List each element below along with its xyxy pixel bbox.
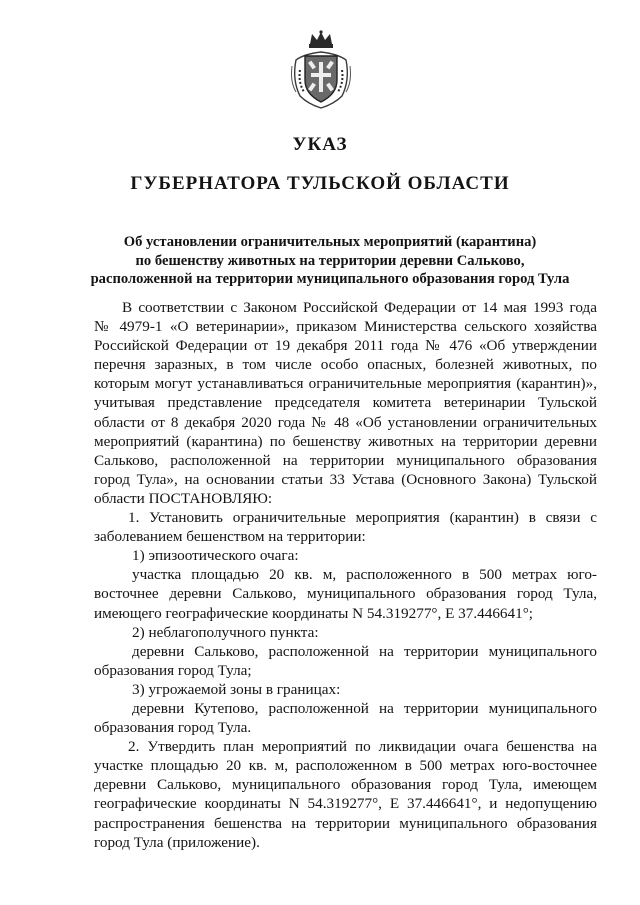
body-line: № 4979-1 «О ветеринарии», приказом Министерства сельского хозяйства <box>94 318 597 336</box>
heading-line: Об установлении ограничительных мероприятий (карантина) <box>123 234 537 250</box>
document-type-title: УКАЗ <box>292 134 348 155</box>
body-line: заболеванием бешенством на территории: <box>94 528 366 546</box>
body-line: мероприятий (карантина) по бешенству животных на территории деревни <box>94 432 597 450</box>
body-line: участке площадью 20 кв. м, расположенном в 500 метрах юго-восточнее <box>94 757 597 775</box>
body-line: восточнее деревни Сальково, муниципального образования город Тула, <box>94 585 597 603</box>
issuer-title: ГУБЕРНАТОРА ТУЛЬСКОЙ ОБЛАСТИ <box>130 173 510 194</box>
body-line: город Тула», на основании статьи 33 Устава (Основного Закона) Тульской <box>94 470 597 488</box>
body-line: деревни Сальково, расположенной на территории муниципального <box>132 642 597 660</box>
tula-coat-of-arms-icon <box>288 30 354 110</box>
body-line: 2. Утвердить план мероприятий по ликвидации очага бешенства на <box>128 738 597 756</box>
body-line: 1. Установить ограничительные мероприятия (карантин) в связи с <box>128 509 597 527</box>
body-line: деревни Сальково, муниципального образования город Тула, имеющем <box>94 776 597 794</box>
body-line: город Тула (приложение). <box>94 833 260 851</box>
body-line: распространения бешенства на территории муниципального образования <box>94 814 597 832</box>
body-line: области от 8 декабря 2020 года № 48 «Об установлении ограничительных <box>94 413 597 431</box>
body-line: 1) эпизоотического очага: <box>132 547 299 565</box>
decree-body <box>94 298 597 852</box>
body-line: имеющего географические координаты N 54.319277°, E 37.446641°; <box>94 604 533 622</box>
body-line: области ПОСТАНОВЛЯЮ: <box>94 489 273 507</box>
body-line: 2) неблагополучного пункта: <box>132 623 319 641</box>
decree-heading <box>60 233 600 289</box>
body-line: Российской Федерации от 19 декабря 2011 года № 476 «Об утверждении <box>94 337 597 355</box>
body-line: которым могут устанавливаться ограничительные мероприятия (карантин)», <box>94 375 597 393</box>
body-line: образования город Тула. <box>94 719 252 737</box>
body-line: образования город Тула; <box>94 661 252 679</box>
heading-line: по бешенству животных на территории деревни Сальково, <box>135 252 525 269</box>
body-line: участка площадью 20 кв. м, расположенного в 500 метрах юго- <box>132 566 597 584</box>
body-line: учитывая представление председателя комитета ветеринарии Тульской <box>94 394 597 412</box>
body-line: деревни Кутепово, расположенной на территории муниципального <box>132 699 597 717</box>
body-line: 3) угрожаемой зоны в границах: <box>132 680 341 698</box>
body-line: В соответствии с Законом Российской Федерации от 14 мая 1993 года <box>122 299 597 316</box>
heading-line: расположенной на территории муниципального образования город Тула <box>90 271 570 287</box>
body-line: географические координаты N 54.319277°, E 37.446641°, и недопущению <box>94 795 597 813</box>
body-line: перечня заразных, в том числе особо опасных, болезней животных, по <box>94 356 597 374</box>
body-line: Сальково, расположенной на территории муниципального образования <box>94 451 597 469</box>
